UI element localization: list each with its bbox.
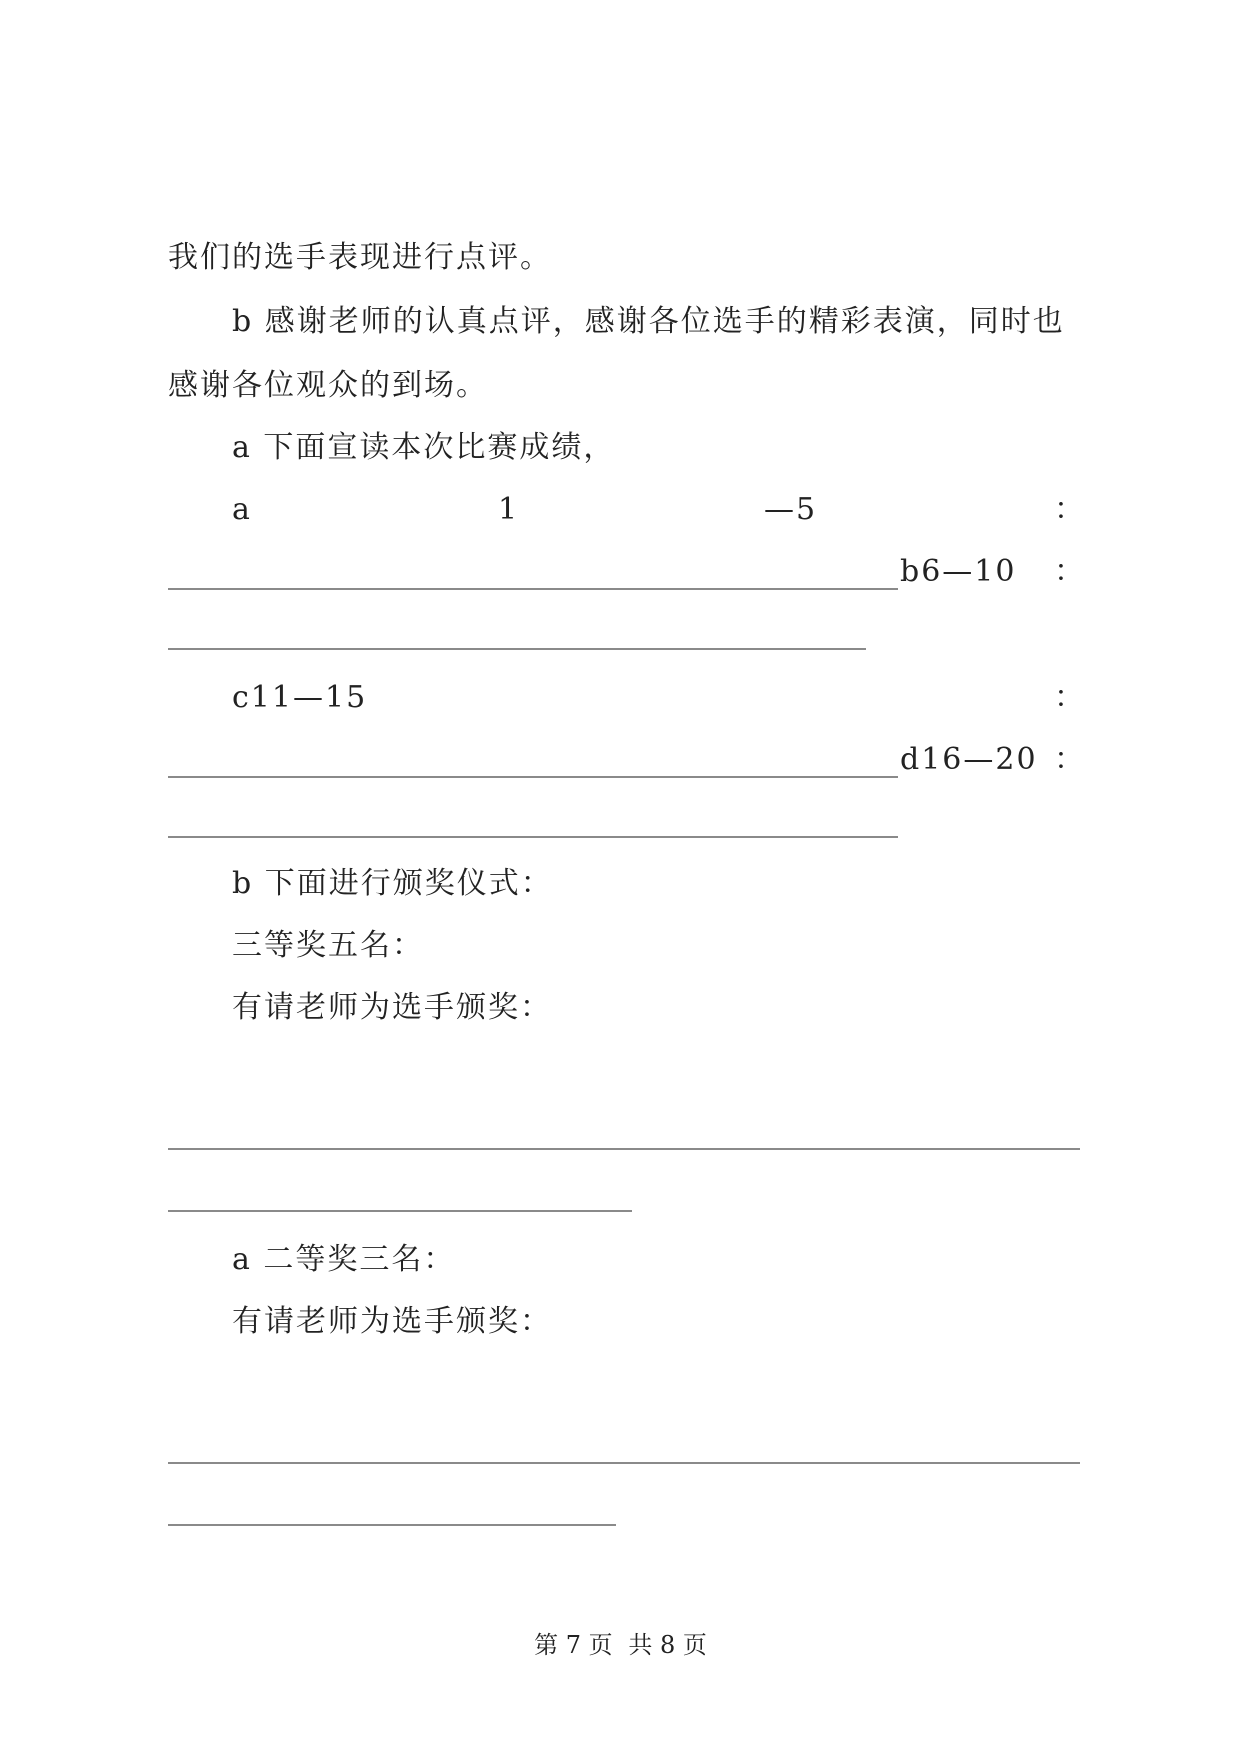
- result-label: c11—15: [232, 680, 368, 715]
- paragraph-line: a 二等奖三名：: [232, 1242, 456, 1277]
- result-label: d16—20: [900, 742, 1038, 777]
- page-number: 第 7 页: [534, 1631, 613, 1659]
- result-label-a: a: [232, 492, 252, 527]
- result-colon: ：: [1054, 554, 1086, 589]
- blank-line: [168, 1462, 1080, 1464]
- blank-line: [168, 1210, 632, 1212]
- page-total: 共 8 页: [628, 1631, 707, 1659]
- paragraph-line: b 感谢老师的认真点评，感谢各位选手的精彩表演，同时也: [232, 304, 1065, 339]
- result-colon: ：: [1054, 680, 1086, 715]
- paragraph-line: b 下面进行颁奖仪式：: [232, 866, 553, 901]
- result-range-start: 1: [498, 492, 520, 527]
- result-colon: ：: [1054, 742, 1086, 777]
- result-label: b6—10: [900, 554, 1017, 589]
- result-colon: ：: [1054, 492, 1086, 527]
- blank-line: [168, 588, 898, 590]
- blank-line: [168, 648, 866, 650]
- blank-line: [168, 1524, 616, 1526]
- paragraph-line: a 下面宣读本次比赛成绩，: [232, 430, 616, 465]
- paragraph-line: 感谢各位观众的到场。: [168, 368, 488, 403]
- paragraph-line: 我们的选手表现进行点评。: [168, 240, 552, 275]
- blank-line: [168, 836, 898, 838]
- paragraph-line: 有请老师为选手颁奖：: [232, 1304, 552, 1339]
- page-footer: [0, 1630, 1241, 1660]
- blank-line: [168, 776, 898, 778]
- paragraph-line: 三等奖五名：: [232, 928, 424, 963]
- paragraph-line: 有请老师为选手颁奖：: [232, 990, 552, 1025]
- blank-line: [168, 1148, 1080, 1150]
- result-range-end: —5: [764, 492, 818, 527]
